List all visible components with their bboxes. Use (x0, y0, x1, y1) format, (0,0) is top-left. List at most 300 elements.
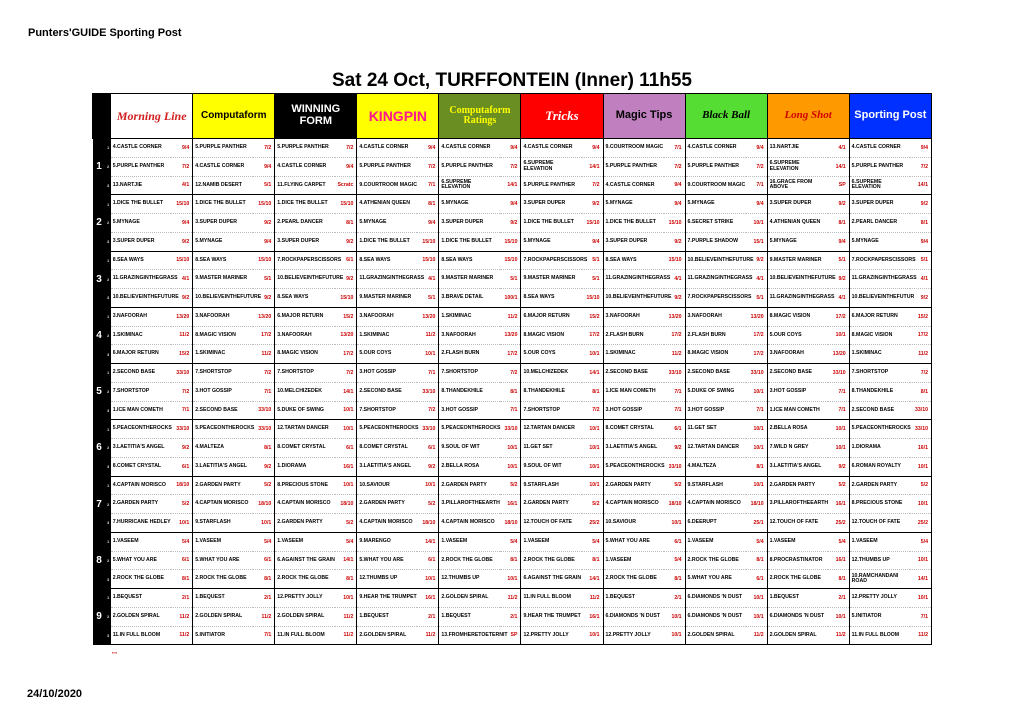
position-marker: 1 (106, 251, 111, 270)
horse-name: 6.ROMAN ROYALTY (849, 457, 910, 476)
horse-odds: SP (500, 626, 521, 645)
horse-name: 2.GARDEN PARTY (849, 476, 910, 495)
horse-odds: 10/1 (335, 401, 356, 420)
horse-odds: 15/2 (171, 345, 192, 364)
horse-odds: 9/4 (500, 195, 521, 214)
horse-odds: 10/1 (746, 382, 767, 401)
horse-odds: 10/1 (582, 345, 603, 364)
horse-odds: 5/1 (582, 270, 603, 289)
horse-odds: 18/10 (664, 495, 685, 514)
horse-odds: 4/1 (417, 270, 438, 289)
horse-name: 8.MAGIC VISION (685, 345, 746, 364)
horse-name: 9.COURTROOM MAGIC (357, 176, 418, 195)
horse-name: 4.CAPTAIN MORISCO (357, 514, 418, 533)
table-row (93, 251, 932, 270)
horse-name: 1.VASEEM (603, 551, 664, 570)
horse-odds: 15/10 (171, 195, 192, 214)
horse-odds: 11/2 (500, 589, 521, 608)
horse-name: 4.CAPTAIN MORISCO (275, 495, 336, 514)
horse-odds: 5/4 (746, 532, 767, 551)
horse-odds: 33/10 (664, 364, 685, 383)
horse-odds: 7/1 (171, 401, 192, 420)
horse-odds: 10/1 (582, 439, 603, 458)
position-marker: 1 (106, 532, 111, 551)
horse-name: 5.PEACEONTHEROCKS (439, 420, 500, 439)
table-row (93, 214, 932, 233)
horse-odds: 5/2 (171, 495, 192, 514)
horse-name: 5.PEACEONTHEROCKS (603, 457, 664, 476)
horse-name: 9.STARFLASH (521, 476, 582, 495)
horse-name: 10.RAMCHANDANI ROAD (849, 570, 910, 589)
horse-odds: 10/1 (417, 476, 438, 495)
horse-odds: 10/1 (910, 495, 932, 514)
horse-name: 10.BELIEVEINTHEFUTURE (111, 289, 172, 308)
horse-odds: 10/1 (582, 476, 603, 495)
horse-name: 12.PRETTY JOLLY (521, 626, 582, 645)
horse-name: 13.NARTJIE (111, 176, 172, 195)
horse-name: 9.HEAR THE TRUMPET (357, 589, 418, 608)
position-marker: 3 (106, 232, 111, 251)
horse-odds: 13/20 (335, 326, 356, 345)
horse-name: 7.SHORTSTOP (357, 401, 418, 420)
horse-odds: 8/1 (171, 570, 192, 589)
column-header-label: WINNING FORM (291, 103, 341, 127)
column-header-1 (193, 94, 275, 139)
horse-odds: 5/4 (335, 532, 356, 551)
horse-odds: 9/4 (910, 139, 932, 158)
horse-name: 5.MYNAGE (521, 232, 582, 251)
horse-name: 3.HOT GOSSIP (193, 382, 254, 401)
table-row (93, 307, 932, 326)
horse-name: 2.GARDEN PARTY (275, 514, 336, 533)
horse-name: 1.SKIMINAC (603, 345, 664, 364)
horse-odds: 9/4 (500, 139, 521, 158)
horse-odds: 10/1 (253, 514, 274, 533)
tips-grid (92, 93, 932, 638)
horse-odds: 6/1 (664, 420, 685, 439)
horse-odds: 15/2 (910, 307, 932, 326)
horse-name: 8.COMET CRYSTAL (275, 439, 336, 458)
horse-name: 2.BELLA ROSA (767, 420, 828, 439)
horse-name: 1.VASEEM (767, 532, 828, 551)
horse-name: 5.OUR COYS (767, 326, 828, 345)
horse-name: 3.SUPER DUPER (767, 195, 828, 214)
horse-odds: 14/1 (335, 551, 356, 570)
horse-odds: 10/1 (582, 420, 603, 439)
horse-name: 9.HEAR THE TRUMPET (521, 607, 582, 626)
horse-odds: 33/10 (910, 401, 932, 420)
horse-name: 9.COURTROOM MAGIC (603, 139, 664, 158)
horse-odds: 10/1 (746, 439, 767, 458)
horse-name: 4.CAPTAIN MORISCO (439, 514, 500, 533)
horse-name: 2.ROCK THE GLOBE (439, 551, 500, 570)
column-header-label: Magic Tips (615, 109, 673, 122)
horse-odds: 8/1 (910, 214, 932, 233)
horse-odds: 9/2 (335, 232, 356, 251)
horse-name: 2.FLASH BURN (685, 326, 746, 345)
horse-name: 2.FLASH BURN (603, 326, 664, 345)
horse-name: 12.TOUCH OF FATE (849, 514, 910, 533)
horse-odds: 5/2 (910, 476, 932, 495)
horse-odds: 6/1 (664, 532, 685, 551)
horse-name: 10.BELIEVEINTHEFUTURE (685, 251, 746, 270)
horse-name: 11.IN FULL BLOOM (275, 626, 336, 645)
horse-odds: 5/2 (582, 495, 603, 514)
position-marker: 3 (106, 289, 111, 308)
horse-name: 8.THANDEKHILE (439, 382, 500, 401)
horse-odds: 10/1 (500, 439, 521, 458)
table-row (93, 626, 932, 645)
horse-odds: 14/1 (828, 157, 849, 176)
horse-name: 3.LAETITIA'S ANGEL (193, 457, 254, 476)
horse-name: 8.MAGIC VISION (767, 307, 828, 326)
horse-odds: 7/1 (500, 401, 521, 420)
horse-name: 7.SHORTSTOP (849, 364, 910, 383)
horse-name: 3.SUPER DUPER (193, 214, 254, 233)
table-row (93, 157, 932, 176)
horse-name: 9.MASTER MARINER (357, 289, 418, 308)
horse-name: 3.NAFOORAH (111, 307, 172, 326)
column-header-9 (849, 94, 931, 139)
position-marker: 1 (106, 195, 111, 214)
horse-odds: 7/2 (335, 364, 356, 383)
horse-odds: 18/10 (746, 495, 767, 514)
horse-name: 10.MELCHIZEDEK (521, 364, 582, 383)
horse-odds: 33/10 (828, 364, 849, 383)
horse-name: 4.CAPTAIN MORISCO (193, 495, 254, 514)
horse-name: 11.GET SET (685, 420, 746, 439)
horse-name: 3.PILLAROFTHEEARTH (439, 495, 500, 514)
horse-odds: 14/1 (582, 364, 603, 383)
horse-odds: 9/2 (828, 457, 849, 476)
horse-name: 1.SKIMINAC (439, 307, 500, 326)
horse-name: 10.BELIEVEINTHEFUTURE (603, 289, 664, 308)
horse-odds: 33/10 (417, 420, 438, 439)
horse-name: 12.PRETTY JOLLY (275, 589, 336, 608)
horse-odds: 8/1 (746, 457, 767, 476)
horse-name: 2.SECOND BASE (685, 364, 746, 383)
horse-name: 6.AGAINST THE GRAIN (275, 551, 336, 570)
horse-odds: 8/1 (582, 551, 603, 570)
horse-odds: 16/1 (335, 457, 356, 476)
horse-name: 11.GET SET (521, 439, 582, 458)
horse-odds: 10/1 (828, 420, 849, 439)
horse-name: 3.NAFOORAH (439, 326, 500, 345)
horse-name: 4.ATHENIAN QUEEN (767, 214, 828, 233)
horse-name: 8.COMET CRYSTAL (603, 420, 664, 439)
horse-odds: 5/2 (253, 476, 274, 495)
horse-name: 6.MAJOR RETURN (275, 307, 336, 326)
horse-odds: 5/1 (253, 270, 274, 289)
horse-odds: 15/2 (582, 307, 603, 326)
position-marker: 1 (106, 589, 111, 608)
table-row (93, 289, 932, 308)
horse-name: 10.SAVIOUR (357, 476, 418, 495)
horse-odds: 8/1 (335, 214, 356, 233)
table-row (93, 476, 932, 495)
horse-odds: 10/1 (910, 551, 932, 570)
race-number: 5 (93, 364, 106, 420)
horse-odds: 5/1 (582, 251, 603, 270)
horse-name: 3.NAFOORAH (603, 307, 664, 326)
horse-name: 4.CASTLE CORNER (111, 139, 172, 158)
horse-name: 1.DICE THE BULLET (111, 195, 172, 214)
horse-odds: 33/10 (253, 401, 274, 420)
horse-name: 3.HOT GOSSIP (439, 401, 500, 420)
horse-odds: 10/1 (500, 570, 521, 589)
horse-odds: 4/1 (828, 289, 849, 308)
horse-name: 1.VASEEM (111, 532, 172, 551)
horse-name: 6.SECRET STRIKE (685, 214, 746, 233)
horse-odds: 5/1 (746, 289, 767, 308)
horse-name: 8.MAGIC VISION (193, 326, 254, 345)
horse-odds: 6/1 (335, 251, 356, 270)
horse-name: 4.CASTLE CORNER (849, 139, 910, 158)
table-row (93, 382, 932, 401)
race-number: 7 (93, 476, 106, 532)
position-marker: 1 (106, 420, 111, 439)
position-marker: 3 (106, 457, 111, 476)
horse-name: 4.CAPTAIN MORISCO (685, 495, 746, 514)
horse-odds: 7/1 (417, 364, 438, 383)
table-row (93, 495, 932, 514)
horse-name: 5.PEACEONTHEROCKS (849, 420, 910, 439)
horse-odds: 9/2 (664, 232, 685, 251)
horse-odds: 15/10 (664, 251, 685, 270)
horse-name: 5.PURPLE PANTHER (275, 139, 336, 158)
horse-name: 8.COMET CRYSTAL (111, 457, 172, 476)
footer-mark: "" (112, 652, 117, 659)
horse-name: 3.HOT GOSSIP (603, 401, 664, 420)
horse-name: 7.ROCKPAPERSCISSORS (685, 289, 746, 308)
horse-name: 5.MYNAGE (111, 214, 172, 233)
horse-name: 11.FLYING CARPET (275, 176, 336, 195)
horse-name: 10.SAVIOUR (603, 514, 664, 533)
horse-odds: 7/2 (664, 157, 685, 176)
horse-name: 1.DICE THE BULLET (439, 232, 500, 251)
column-header-label: KINGPIN (368, 107, 428, 124)
horse-name: 9.MARENGO (357, 532, 418, 551)
horse-name: 8.SEA WAYS (193, 251, 254, 270)
horse-odds: 4/1 (171, 270, 192, 289)
horse-name: 12.TARTAN DANCER (275, 420, 336, 439)
horse-odds: 7/2 (171, 157, 192, 176)
horse-odds: 5/4 (664, 551, 685, 570)
horse-odds: 7/2 (253, 139, 274, 158)
horse-name: 6.MAJOR RETURN (849, 307, 910, 326)
horse-name: 5.PEACEONTHEROCKS (193, 420, 254, 439)
horse-odds: 10/1 (417, 570, 438, 589)
column-header-5 (521, 94, 603, 139)
horse-name: 2.GARDEN PARTY (767, 476, 828, 495)
horse-odds: 14/1 (582, 570, 603, 589)
horse-name: 13.FROMHERETOETERNIT (439, 626, 500, 645)
horse-name: 10.BELIEVEINTHEFUTURE (193, 289, 254, 308)
horse-odds: 10/1 (417, 345, 438, 364)
table-row (93, 232, 932, 251)
horse-name: 12.PRETTY JOLLY (849, 589, 910, 608)
horse-odds: 9/4 (417, 139, 438, 158)
table-row (93, 514, 932, 533)
horse-odds: 33/10 (746, 364, 767, 383)
horse-odds: 5/2 (417, 495, 438, 514)
horse-odds: 10/1 (664, 626, 685, 645)
horse-odds: 7/2 (171, 382, 192, 401)
horse-odds: Scratc (335, 176, 356, 195)
horse-name: 8.PRECIOUS STONE (849, 495, 910, 514)
horse-odds: 5/1 (910, 251, 932, 270)
horse-odds: 15/10 (335, 289, 356, 308)
horse-odds: 11/2 (910, 626, 932, 645)
horse-odds: 7/1 (910, 607, 932, 626)
horse-name: 2.GOLDEN SPIRAL (111, 607, 172, 626)
horse-name: 8.THANDEKHILE (849, 382, 910, 401)
horse-odds: 13/20 (417, 307, 438, 326)
column-header-7 (685, 94, 767, 139)
horse-odds: 9/4 (253, 157, 274, 176)
horse-odds: 15/10 (582, 214, 603, 233)
horse-name: 3.HOT GOSSIP (357, 364, 418, 383)
horse-name: 2.ROCK THE GLOBE (275, 570, 336, 589)
horse-name: 1.DICE THE BULLET (193, 195, 254, 214)
race-number: 6 (93, 420, 106, 476)
position-marker: 1 (106, 139, 111, 158)
position-marker: 3 (106, 514, 111, 533)
horse-name: 12.TOUCH OF FATE (767, 514, 828, 533)
horse-odds: 9/2 (171, 439, 192, 458)
horse-name: 12.THUMBS UP (357, 570, 418, 589)
horse-odds: 5/4 (171, 532, 192, 551)
horse-odds: 10/1 (746, 607, 767, 626)
horse-odds: 6/1 (171, 551, 192, 570)
horse-name: 12.THUMBS UP (849, 551, 910, 570)
horse-odds: 9/4 (664, 176, 685, 195)
horse-odds: 7/2 (582, 176, 603, 195)
horse-odds: 11/2 (828, 626, 849, 645)
horse-odds: 9/4 (171, 139, 192, 158)
horse-name: 1.VASEEM (193, 532, 254, 551)
horse-odds: 15/10 (253, 251, 274, 270)
horse-odds: 13/20 (828, 345, 849, 364)
horse-name: 3.PILLAROFTHEEARTH (767, 495, 828, 514)
horse-odds: 8/1 (828, 570, 849, 589)
horse-name: 4.CASTLE CORNER (357, 139, 418, 158)
horse-name: 5.MYNAGE (685, 195, 746, 214)
horse-name: 5.PURPLE PANTHER (521, 176, 582, 195)
horse-odds: 25/2 (828, 514, 849, 533)
position-marker: 3 (106, 401, 111, 420)
horse-name: 2.GARDEN PARTY (439, 476, 500, 495)
horse-odds: 15/10 (500, 251, 521, 270)
horse-name: 5.MYNAGE (849, 232, 910, 251)
horse-odds: 2/1 (828, 589, 849, 608)
horse-name: 6.SUPREME ELEVATION (521, 157, 582, 176)
horse-name: 4.CASTLE CORNER (275, 157, 336, 176)
position-marker: 2 (106, 495, 111, 514)
horse-odds: 17/2 (582, 326, 603, 345)
horse-odds: 8/1 (253, 570, 274, 589)
horse-odds: 16/1 (828, 551, 849, 570)
horse-odds: 4/1 (828, 139, 849, 158)
horse-odds: 8/1 (500, 382, 521, 401)
horse-odds: 10/1 (171, 514, 192, 533)
horse-odds: 7/2 (746, 157, 767, 176)
horse-name: 12.PRETTY JOLLY (603, 626, 664, 645)
horse-odds: 14/1 (500, 176, 521, 195)
horse-odds: 6/1 (417, 551, 438, 570)
horse-odds: 9/2 (171, 289, 192, 308)
horse-odds: 10/1 (746, 214, 767, 233)
horse-name: 2.PEARL DANCER (275, 214, 336, 233)
horse-name: 1.BEQUEST (111, 589, 172, 608)
horse-name: 1.SKIMINAC (111, 326, 172, 345)
horse-odds: 15/10 (335, 195, 356, 214)
horse-odds: 33/10 (664, 457, 685, 476)
horse-name: 8.SEA WAYS (439, 251, 500, 270)
horse-name: 1.VASEEM (521, 532, 582, 551)
horse-odds: 8/1 (664, 570, 685, 589)
horse-name: 5.PURPLE PANTHER (193, 139, 254, 158)
horse-name: 2.FLASH BURN (439, 345, 500, 364)
horse-odds: 9/4 (582, 232, 603, 251)
horse-odds: 8/1 (746, 551, 767, 570)
horse-odds: 33/10 (171, 420, 192, 439)
horse-name: 6.DIAMONDS 'N DUST (685, 607, 746, 626)
horse-name: 12.THUMBS UP (439, 570, 500, 589)
horse-odds: 6/1 (335, 439, 356, 458)
header-corner (93, 94, 111, 139)
horse-odds: 17/2 (910, 326, 932, 345)
horse-odds: 13/20 (746, 307, 767, 326)
horse-name: 1.DIORAMA (275, 457, 336, 476)
horse-name: 1.DICE THE BULLET (275, 195, 336, 214)
horse-name: 1.VASEEM (275, 532, 336, 551)
horse-name: 5.MYNAGE (439, 195, 500, 214)
horse-odds: 7/1 (828, 401, 849, 420)
horse-odds: 9/2 (582, 195, 603, 214)
horse-odds: 7/1 (253, 382, 274, 401)
horse-name: 5.INITIATOR (193, 626, 254, 645)
horse-odds: 33/10 (253, 420, 274, 439)
column-header-label: Morning Line (116, 108, 187, 123)
horse-name: 7.SHORTSTOP (275, 364, 336, 383)
horse-name: 5.MYNAGE (603, 195, 664, 214)
horse-odds: 7/1 (664, 401, 685, 420)
horse-odds: 7/1 (746, 176, 767, 195)
horse-odds: 6/1 (171, 457, 192, 476)
race-number: 4 (93, 307, 106, 363)
horse-odds: 4/1 (171, 176, 192, 195)
horse-name: 4.ATHENIAN QUEEN (357, 195, 418, 214)
horse-odds: 10/1 (746, 589, 767, 608)
table-row (93, 607, 932, 626)
horse-odds: 18/10 (500, 514, 521, 533)
horse-odds: 9/2 (746, 251, 767, 270)
horse-odds: 7/2 (500, 157, 521, 176)
horse-name: 4.CASTLE CORNER (685, 139, 746, 158)
horse-odds: 10/1 (500, 457, 521, 476)
position-marker: 2 (106, 382, 111, 401)
horse-odds: 15/10 (582, 289, 603, 308)
horse-name: 2.ROCK THE GLOBE (111, 570, 172, 589)
horse-name: 8.MAGIC VISION (275, 345, 336, 364)
horse-odds: 17/2 (746, 345, 767, 364)
horse-name: 5.PURPLE PANTHER (111, 157, 172, 176)
horse-name: 1.ICE MAN COMETH (603, 382, 664, 401)
horse-name: 1.SKIMINAC (193, 345, 254, 364)
position-marker: 1 (106, 476, 111, 495)
horse-name: 5.WHAT YOU ARE (685, 570, 746, 589)
